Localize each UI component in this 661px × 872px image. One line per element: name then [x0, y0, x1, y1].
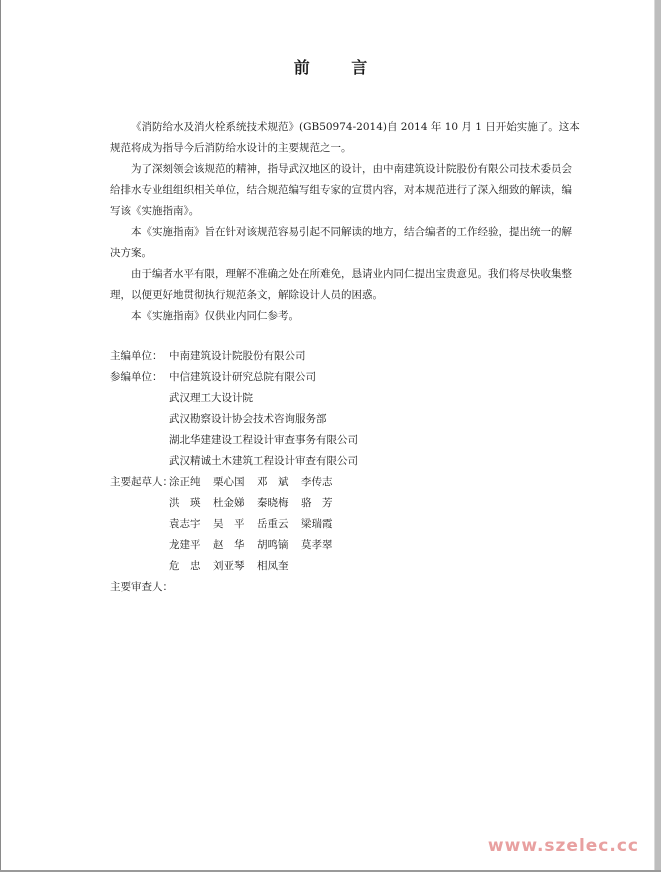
drafter-name: 龙建平	[169, 539, 201, 551]
paragraph: 本《实施指南》旨在针对该规范容易引起不同解读的地方，结合编者的工作经验，提出统一的解决方案。	[110, 226, 572, 259]
drafter-name: 涂正纯	[169, 476, 201, 488]
participant-row	[110, 367, 358, 388]
drafter-name: 洪 瑛	[169, 497, 201, 509]
organization-list	[110, 346, 358, 598]
editor-row	[110, 346, 358, 367]
participant-unit: 武汉勘察设计协会技术咨询服务部	[169, 413, 327, 425]
drafter-names	[169, 556, 345, 577]
drafters-label: 主要起草人：	[110, 476, 173, 488]
drafter-name: 秦晓梅	[257, 497, 289, 509]
editor-value: 中南建筑设计院股份有限公司	[169, 350, 306, 362]
drafters-row	[110, 514, 358, 535]
participant-unit: 中信建筑设计研究总院有限公司	[169, 371, 316, 383]
participant-unit: 武汉精诚土木建筑工程设计审查有限公司	[169, 455, 358, 467]
drafter-name: 骆 芳	[301, 497, 333, 509]
drafter-name: 莫孝翠	[301, 539, 333, 551]
drafter-name: 刘亚琴	[213, 560, 245, 572]
participant-row	[110, 430, 358, 451]
paragraph: 《消防给水及消火栓系统技术规范》(GB50974-2014)自 2014 年 10 月 1 日开始实施了。这本规范将成为指导今后消防给水设计的主要规范之一。	[110, 121, 580, 154]
paragraph: 本《实施指南》仅供业内同仁参考。	[131, 310, 299, 322]
drafter-name: 邓 斌	[257, 476, 289, 488]
drafter-name: 相凤奎	[257, 560, 289, 572]
drafters-row	[110, 493, 358, 514]
participant-row	[110, 409, 358, 430]
drafter-name: 岳重云	[257, 518, 289, 530]
drafter-name: 杜金娣	[213, 497, 245, 509]
reviewers-label: 主要审查人：	[110, 581, 173, 593]
paragraph: 为了深刻领会该规范的精神，指导武汉地区的设计，由中南建筑设计院股份有限公司技术委员会给排水专业组组织相关单位，结合规范编写组专家的宣贯内容，对本规范进行了深入细致的解读，编写该《实施指南》。	[110, 163, 572, 217]
drafter-names	[169, 472, 345, 493]
drafter-name: 李传志	[301, 476, 333, 488]
participant-unit: 武汉理工大设计院	[169, 392, 253, 404]
drafters-row	[110, 556, 358, 577]
page-title: 前 言	[293, 58, 386, 77]
editor-label: 主编单位：	[110, 350, 163, 362]
drafter-name: 袁志宇	[169, 518, 201, 530]
drafter-names	[169, 493, 345, 514]
reviewers-row	[110, 577, 358, 598]
participants-label: 参编单位：	[110, 371, 163, 383]
drafters-row	[110, 535, 358, 556]
site-watermark: www.szelec.cc	[487, 836, 639, 856]
drafter-name: 吴 平	[213, 518, 245, 530]
drafter-names	[169, 535, 345, 556]
drafter-name: 赵 华	[213, 539, 245, 551]
paragraph: 由于编者水平有限，理解不准确之处在所难免，恳请业内同仁提出宝贵意见。我们将尽快收集整理，以便更好地贯彻执行规范条文，解除设计人员的困惑。	[110, 268, 572, 301]
scrollbar-track[interactable]	[655, 0, 661, 872]
drafter-name: 胡鸣镝	[257, 539, 289, 551]
participant-unit: 湖北华建建设工程设计审查事务有限公司	[169, 434, 358, 446]
drafter-name: 危 忠	[169, 560, 201, 572]
participant-row	[110, 388, 358, 409]
drafter-name: 梁瑞霞	[301, 518, 333, 530]
drafters-row	[110, 472, 358, 493]
participant-row	[110, 451, 358, 472]
drafter-names	[169, 514, 345, 535]
drafter-name: 栗心国	[213, 476, 245, 488]
preface-body	[110, 117, 580, 327]
page-left-border	[0, 0, 1, 872]
